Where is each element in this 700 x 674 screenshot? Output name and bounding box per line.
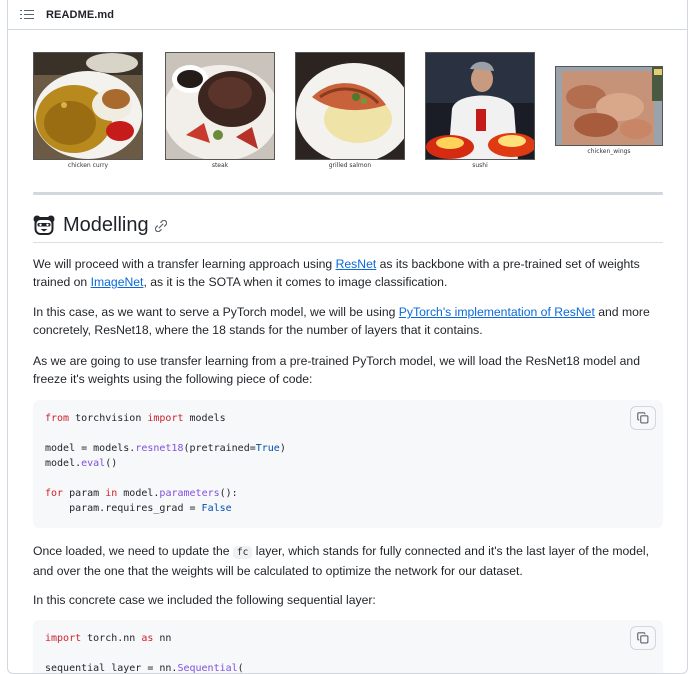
page-title: Modelling (63, 214, 149, 236)
imagenet-link[interactable]: ImageNet (90, 275, 144, 289)
pytorch-resnet-link[interactable]: PyTorch's implementation of ResNet (398, 305, 595, 319)
gallery-caption: steak (211, 162, 229, 169)
gallery-item (555, 66, 663, 155)
code-line: for param in model.parameters(): (45, 488, 238, 499)
paragraph: As we are going to use transfer learning from a pre-trained PyTorch model, we will load the ResNet18 model and freeze it's weights using the following piece of code: (33, 354, 640, 386)
markdown-body (33, 30, 663, 674)
file-name: README.md (46, 8, 115, 21)
gallery-item (165, 52, 275, 169)
gallery-item (295, 52, 405, 169)
paragraph (33, 303, 663, 339)
code-line: model = models.resnet18(pretrained=True) (45, 443, 286, 454)
code-block[interactable] (33, 400, 663, 528)
code-line: model.eval() (45, 458, 118, 469)
gallery-item (33, 52, 143, 169)
paragraph-text: as its backbone with a pre-trained set of weights trained on (33, 257, 640, 289)
gallery-caption: grilled salmon (328, 162, 372, 169)
code-line: sequential_layer = nn.Sequential( (45, 663, 244, 674)
paragraph-text: and more concretely, ResNet18, where the 18 stands for the number of layers that it contains. (33, 305, 650, 337)
steak-photo (165, 52, 275, 160)
bear-icon (33, 214, 55, 236)
paragraph-text: We will proceed with a transfer learning approach using (33, 257, 336, 271)
inline-code: fc (233, 546, 252, 559)
code-line: param.requires_grad = False (45, 503, 232, 514)
paragraph (33, 255, 663, 291)
gallery-caption: chicken_wings (587, 148, 631, 155)
file-header (8, 0, 687, 30)
grilled-salmon-photo (295, 52, 405, 160)
image-gallery (33, 30, 663, 194)
code-line: import torch.nn as nn (45, 633, 172, 644)
copy-button[interactable] (630, 626, 656, 650)
paragraph-text: In this case, as we want to serve a PyTorch model, we will be using (33, 305, 399, 319)
sushi-chef-photo (425, 52, 535, 160)
gallery-caption: sushi (472, 162, 488, 169)
paragraph-text: Once loaded, we need to update the (33, 544, 233, 558)
horizontal-rule (33, 192, 663, 195)
paragraph-text: layer, which stands for fully connected and it's the last layer of the model, and over the one that the weights will be calculated to optimize the network for our dataset. (33, 544, 649, 578)
copy-icon (637, 412, 649, 424)
copy-button[interactable] (630, 406, 656, 430)
code-block[interactable] (33, 620, 663, 674)
readme-container (7, 0, 688, 674)
section-heading (33, 213, 663, 243)
chicken-wings-photo (555, 66, 663, 146)
gallery-caption: chicken curry (67, 162, 109, 169)
chicken-curry-photo (33, 52, 143, 160)
paragraph (33, 542, 663, 580)
paragraph-text: , as it is the SOTA when it comes to image classification. (143, 275, 448, 289)
paragraph: In this concrete case we included the following sequential layer: (33, 593, 376, 607)
link-icon[interactable] (155, 220, 167, 232)
gallery-item (425, 52, 535, 169)
code-line: from torchvision import models (45, 413, 226, 424)
copy-icon (637, 632, 649, 644)
resnet-link[interactable]: ResNet (335, 257, 377, 271)
list-icon[interactable] (20, 9, 34, 21)
